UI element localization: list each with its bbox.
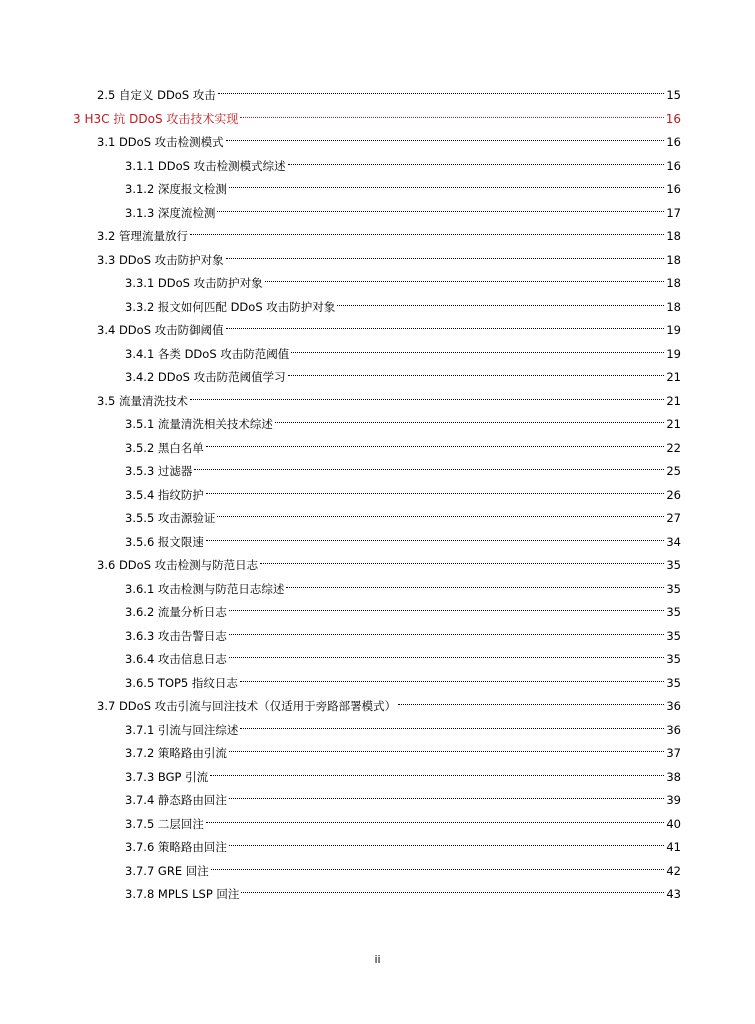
toc-dot-leader [240,714,664,734]
toc-entry[interactable] [97,549,681,572]
toc-entry[interactable] [125,408,681,431]
toc-dot-leader [206,432,664,452]
toc-entry-title: 3.7.7 GRE 回注 [125,863,209,878]
toc-entry[interactable] [125,361,681,384]
toc-entry-title: 3.1.1 DDoS 攻击检测模式综述 [125,158,286,173]
toc-entry[interactable] [125,620,681,643]
toc-entry-title: 3.7.2 策略路由引流 [125,746,227,760]
toc-entry[interactable] [125,855,681,878]
toc-entry-page: 35 [666,605,681,619]
toc-entry[interactable] [125,432,681,455]
toc-dot-leader [337,291,664,311]
toc-entry-page: 34 [666,534,681,549]
toc-entry[interactable] [97,690,681,713]
toc-dot-leader [206,808,664,828]
toc-dot-leader [229,784,664,804]
toc-entry-page: 15 [666,88,681,102]
toc-entry-page: 16 [666,135,681,149]
toc-dot-leader [190,385,664,405]
toc-entry[interactable] [125,714,681,737]
toc-dot-leader [260,549,664,569]
toc-entry-title: 3.4.2 DDoS 攻击防范阈值学习 [125,370,286,384]
toc-entry[interactable] [125,291,681,314]
toc-entry[interactable] [125,667,681,690]
toc-entry[interactable] [97,220,681,243]
toc-entry-page: 18 [666,229,681,243]
toc-dot-leader [206,479,664,499]
toc-entry[interactable] [125,831,681,854]
toc-entry-title: 3 H3C 抗 DDoS 攻击技术实现 [73,111,239,126]
toc-dot-leader [217,197,664,217]
toc-entry[interactable] [125,526,681,549]
toc-entry-title: 3.5.5 攻击源验证 [125,511,216,525]
toc-dot-leader [286,573,664,593]
toc-entry[interactable] [125,267,681,290]
toc-entry-page: 35 [666,628,681,643]
toc-entry[interactable] [125,737,681,760]
toc-entry-title: 3.5.4 指纹防护 [125,487,204,502]
toc-entry[interactable] [125,808,681,831]
toc-entry-page: 35 [666,652,681,666]
toc-entry-page: 18 [666,276,681,290]
toc-entry[interactable] [125,643,681,666]
toc-entry[interactable] [125,150,681,173]
toc-entry-title: 3.6.2 流量分析日志 [125,605,227,619]
toc-entry-page: 42 [666,863,681,878]
toc-dot-leader [210,761,664,781]
toc-entry-page: 19 [666,323,681,337]
toc-dot-leader [229,831,664,851]
toc-entry[interactable] [125,878,681,901]
toc-dot-leader [275,408,664,428]
toc-entry[interactable] [125,573,681,596]
toc-entry-title: 3.6.5 TOP5 指纹日志 [125,675,238,690]
toc-entry-page: 38 [666,769,681,784]
toc-dot-leader [241,878,664,898]
toc-entry[interactable] [125,596,681,619]
toc-dot-leader [240,103,663,123]
toc-entry-page: 16 [665,111,681,126]
toc-entry-page: 22 [666,440,681,455]
toc-entry-title: 3.7.8 MPLS LSP 回注 [125,887,240,901]
toc-entry[interactable] [125,502,681,525]
toc-entry-title: 3.7.5 二层回注 [125,816,204,831]
toc-dot-leader [288,361,665,381]
toc-entry-page: 35 [666,581,681,596]
toc-entry[interactable] [125,479,681,502]
toc-dot-leader [218,79,665,99]
toc-entry-page: 35 [666,675,681,690]
toc-entry[interactable] [97,314,681,337]
toc-entry-page: 26 [666,487,681,502]
page-number: ii [374,953,381,966]
toc-entry-title: 3.6.1 攻击检测与防范日志综述 [125,581,285,596]
toc-entry-page: 36 [666,699,681,713]
toc-entry-title: 3.4.1 各类 DDoS 攻击防范阈值 [125,346,290,361]
toc-dot-leader [398,690,664,710]
toc-dot-leader [206,526,664,546]
toc-entry-title: 3.7.3 BGP 引流 [125,769,209,784]
toc-entry-title: 3.6 DDoS 攻击检测与防范日志 [97,558,259,572]
toc-dot-leader [291,338,664,358]
toc-dot-leader [229,643,664,663]
toc-entry-title: 3.4 DDoS 攻击防御阈值 [97,323,224,337]
toc-dot-leader [194,455,664,475]
toc-entry-title: 3.3.1 DDoS 攻击防护对象 [125,276,263,290]
toc-entry-page: 25 [666,464,681,478]
toc-entry[interactable] [125,784,681,807]
toc-dot-leader [226,314,665,334]
toc-entry-page: 35 [666,558,681,572]
toc-entry-title: 3.6.3 攻击告警日志 [125,628,227,643]
toc-dot-leader [288,150,665,170]
toc-entry[interactable] [97,244,681,267]
toc-entry-title: 3.3 DDoS 攻击防护对象 [97,252,224,267]
toc-entry-page: 41 [666,840,681,854]
toc-entry-page: 37 [666,746,681,760]
toc-entry[interactable] [125,338,681,361]
toc-entry-title: 3.5.6 报文限速 [125,534,204,549]
toc-entry-title: 3.5.1 流量清洗相关技术综述 [125,417,273,431]
toc-entry-title: 3.1 DDoS 攻击检测模式 [97,135,224,149]
toc-entry-title: 3.7.4 静态路由回注 [125,793,227,807]
toc-entry[interactable] [97,126,681,149]
toc-dot-leader [211,855,665,875]
toc-entry-page: 21 [666,417,681,431]
toc-dot-leader [229,620,664,640]
toc-entry[interactable] [73,103,681,126]
toc-entry-page: 21 [666,370,681,384]
toc-entry-page: 43 [666,887,681,901]
toc-entry-page: 18 [666,252,681,267]
toc-entry-page: 17 [666,205,681,220]
toc-entry-page: 18 [666,299,681,314]
toc-entry[interactable] [125,197,681,220]
toc-dot-leader [240,667,664,687]
toc-dot-leader [190,220,664,240]
toc-dot-leader [229,737,664,757]
toc-entry-page: 27 [666,511,681,525]
toc-entry-page: 40 [666,816,681,831]
toc-entry-title: 2.5 自定义 DDoS 攻击 [97,88,216,102]
toc-entry-page: 21 [666,393,681,408]
toc-entry-title: 3.7.6 策略路由回注 [125,840,227,854]
toc-entry[interactable] [125,173,681,196]
toc-entry[interactable] [97,79,681,102]
toc-dot-leader [226,126,665,146]
toc-entry-title: 3.5 流量清洗技术 [97,393,188,408]
toc-entry-title: 3.7.1 引流与回注综述 [125,722,239,737]
toc-dot-leader [265,267,665,287]
toc-entry-page: 39 [666,793,681,807]
toc-entry-title: 3.5.2 黑白名单 [125,440,204,455]
toc-entry-page: 16 [666,158,681,173]
toc-dot-leader [229,173,664,193]
toc-entry[interactable] [97,385,681,408]
toc-dot-leader [229,596,664,616]
toc-entry[interactable] [125,761,681,784]
toc-entry-page: 36 [666,722,681,737]
toc-entry-title: 3.1.3 深度流检测 [125,205,216,220]
toc-entry-title: 3.1.2 深度报文检测 [125,182,227,196]
toc-entry-title: 3.6.4 攻击信息日志 [125,652,227,666]
toc-entry-page: 19 [666,346,681,361]
toc-entry-title: 3.3.2 报文如何匹配 DDoS 攻击防护对象 [125,299,336,314]
toc-entry[interactable] [125,455,681,478]
toc-entry-title: 3.7 DDoS 攻击引流与回注技术（仅适用于旁路部署模式） [97,699,397,713]
toc-entry-page: 16 [666,182,681,196]
toc-dot-leader [226,244,665,264]
toc-entry-title: 3.2 管理流量放行 [97,229,188,243]
toc-dot-leader [217,502,664,522]
toc-entry-title: 3.5.3 过滤器 [125,464,193,478]
